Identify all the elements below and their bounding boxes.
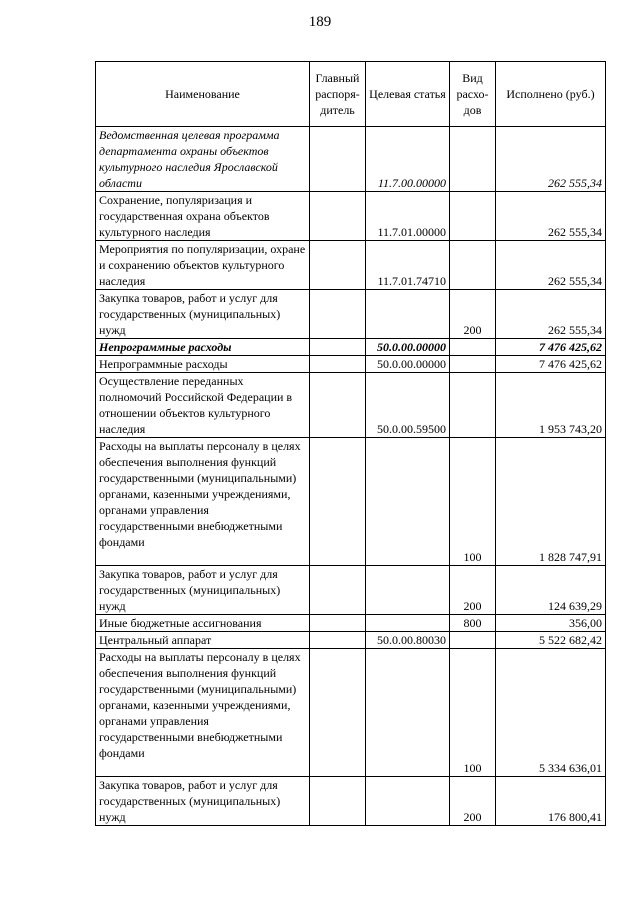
- cell-name: Закупка товаров, работ и услуг для государственных (муниципальных) нужд: [96, 566, 310, 615]
- cell-target: [366, 777, 450, 826]
- cell-target: [366, 438, 450, 566]
- cell-executed: 356,00: [496, 615, 606, 632]
- table-row: [96, 356, 606, 373]
- cell-target: 50.0.00.00000: [366, 356, 450, 373]
- cell-name: Расходы на выплаты персоналу в целях обеспечения выполнения функций государственными (муниципальными) органами, казенными учреждениями, органами управления государственными внебюджетными фондами: [96, 438, 310, 566]
- table-row: [96, 566, 606, 615]
- cell-manager: [310, 632, 366, 649]
- cell-target: [366, 566, 450, 615]
- cell-manager: [310, 777, 366, 826]
- cell-executed: 1 828 747,91: [496, 438, 606, 566]
- cell-kind: [450, 632, 496, 649]
- table-row: [96, 777, 606, 826]
- cell-executed: 262 555,34: [496, 290, 606, 339]
- cell-executed: 7 476 425,62: [496, 356, 606, 373]
- table-row: [96, 192, 606, 241]
- cell-manager: [310, 192, 366, 241]
- cell-executed: 176 800,41: [496, 777, 606, 826]
- header-manager: Главный распоря-дитель: [310, 62, 366, 127]
- cell-target: 11.7.00.00000: [366, 127, 450, 192]
- table-row: [96, 373, 606, 438]
- cell-executed: 5 522 682,42: [496, 632, 606, 649]
- cell-target: [366, 615, 450, 632]
- cell-kind: 200: [450, 777, 496, 826]
- table-row: [96, 241, 606, 290]
- cell-kind: 200: [450, 290, 496, 339]
- cell-executed: 124 639,29: [496, 566, 606, 615]
- cell-name: Расходы на выплаты персоналу в целях обеспечения выполнения функций государственными (муниципальными) органами, казенными учреждениями, органами управления государственными внебюджетными фондами: [96, 649, 310, 777]
- cell-kind: 800: [450, 615, 496, 632]
- cell-kind: 100: [450, 438, 496, 566]
- header-executed: Исполнено (руб.): [496, 62, 606, 127]
- cell-kind: [450, 356, 496, 373]
- cell-executed: 1 953 743,20: [496, 373, 606, 438]
- cell-target: [366, 649, 450, 777]
- cell-kind: [450, 339, 496, 356]
- cell-kind: [450, 127, 496, 192]
- cell-manager: [310, 373, 366, 438]
- cell-name: Сохранение, популяризация и государственная охрана объектов культурного наследия: [96, 192, 310, 241]
- cell-manager: [310, 615, 366, 632]
- cell-target: [366, 290, 450, 339]
- table-row: [96, 649, 606, 777]
- cell-manager: [310, 566, 366, 615]
- cell-kind: [450, 241, 496, 290]
- cell-name: Мероприятия по популяризации, охране и сохранению объектов культурного наследия: [96, 241, 310, 290]
- cell-kind: 100: [450, 649, 496, 777]
- header-target: Целевая статья: [366, 62, 450, 127]
- cell-target: 50.0.00.59500: [366, 373, 450, 438]
- cell-executed: 262 555,34: [496, 241, 606, 290]
- cell-target: 11.7.01.00000: [366, 192, 450, 241]
- table-row: [96, 615, 606, 632]
- page-number: 189: [308, 14, 332, 30]
- cell-executed: 5 334 636,01: [496, 649, 606, 777]
- cell-name: Закупка товаров, работ и услуг для государственных (муниципальных) нужд: [96, 290, 310, 339]
- cell-manager: [310, 290, 366, 339]
- cell-manager: [310, 356, 366, 373]
- table-row: [96, 438, 606, 566]
- header-name: Наименование: [96, 62, 310, 127]
- cell-manager: [310, 241, 366, 290]
- cell-name: Непрограммные расходы: [96, 339, 310, 356]
- cell-name: Центральный аппарат: [96, 632, 310, 649]
- table-body: [96, 127, 606, 826]
- table-header-row: [96, 62, 606, 127]
- cell-name: Ведомственная целевая программа департамента охраны объектов культурного наследия Ярославской области: [96, 127, 310, 192]
- cell-name: Закупка товаров, работ и услуг для государственных (муниципальных) нужд: [96, 777, 310, 826]
- cell-executed: 262 555,34: [496, 192, 606, 241]
- table-row: [96, 290, 606, 339]
- cell-executed: 262 555,34: [496, 127, 606, 192]
- cell-manager: [310, 127, 366, 192]
- table-row: [96, 127, 606, 192]
- cell-target: 50.0.00.80030: [366, 632, 450, 649]
- cell-name: Осуществление переданных полномочий Российской Федерации в отношении объектов культурного наследия: [96, 373, 310, 438]
- cell-executed: 7 476 425,62: [496, 339, 606, 356]
- cell-kind: [450, 373, 496, 438]
- cell-name: Непрограммные расходы: [96, 356, 310, 373]
- cell-kind: [450, 192, 496, 241]
- table-row: [96, 339, 606, 356]
- cell-manager: [310, 438, 366, 566]
- budget-execution-table: [95, 61, 606, 826]
- cell-target: 50.0.00.00000: [366, 339, 450, 356]
- cell-kind: 200: [450, 566, 496, 615]
- cell-target: 11.7.01.74710: [366, 241, 450, 290]
- cell-manager: [310, 649, 366, 777]
- cell-manager: [310, 339, 366, 356]
- cell-name: Иные бюджетные ассигнования: [96, 615, 310, 632]
- header-kind: Вид расхо-дов: [450, 62, 496, 127]
- table-row: [96, 632, 606, 649]
